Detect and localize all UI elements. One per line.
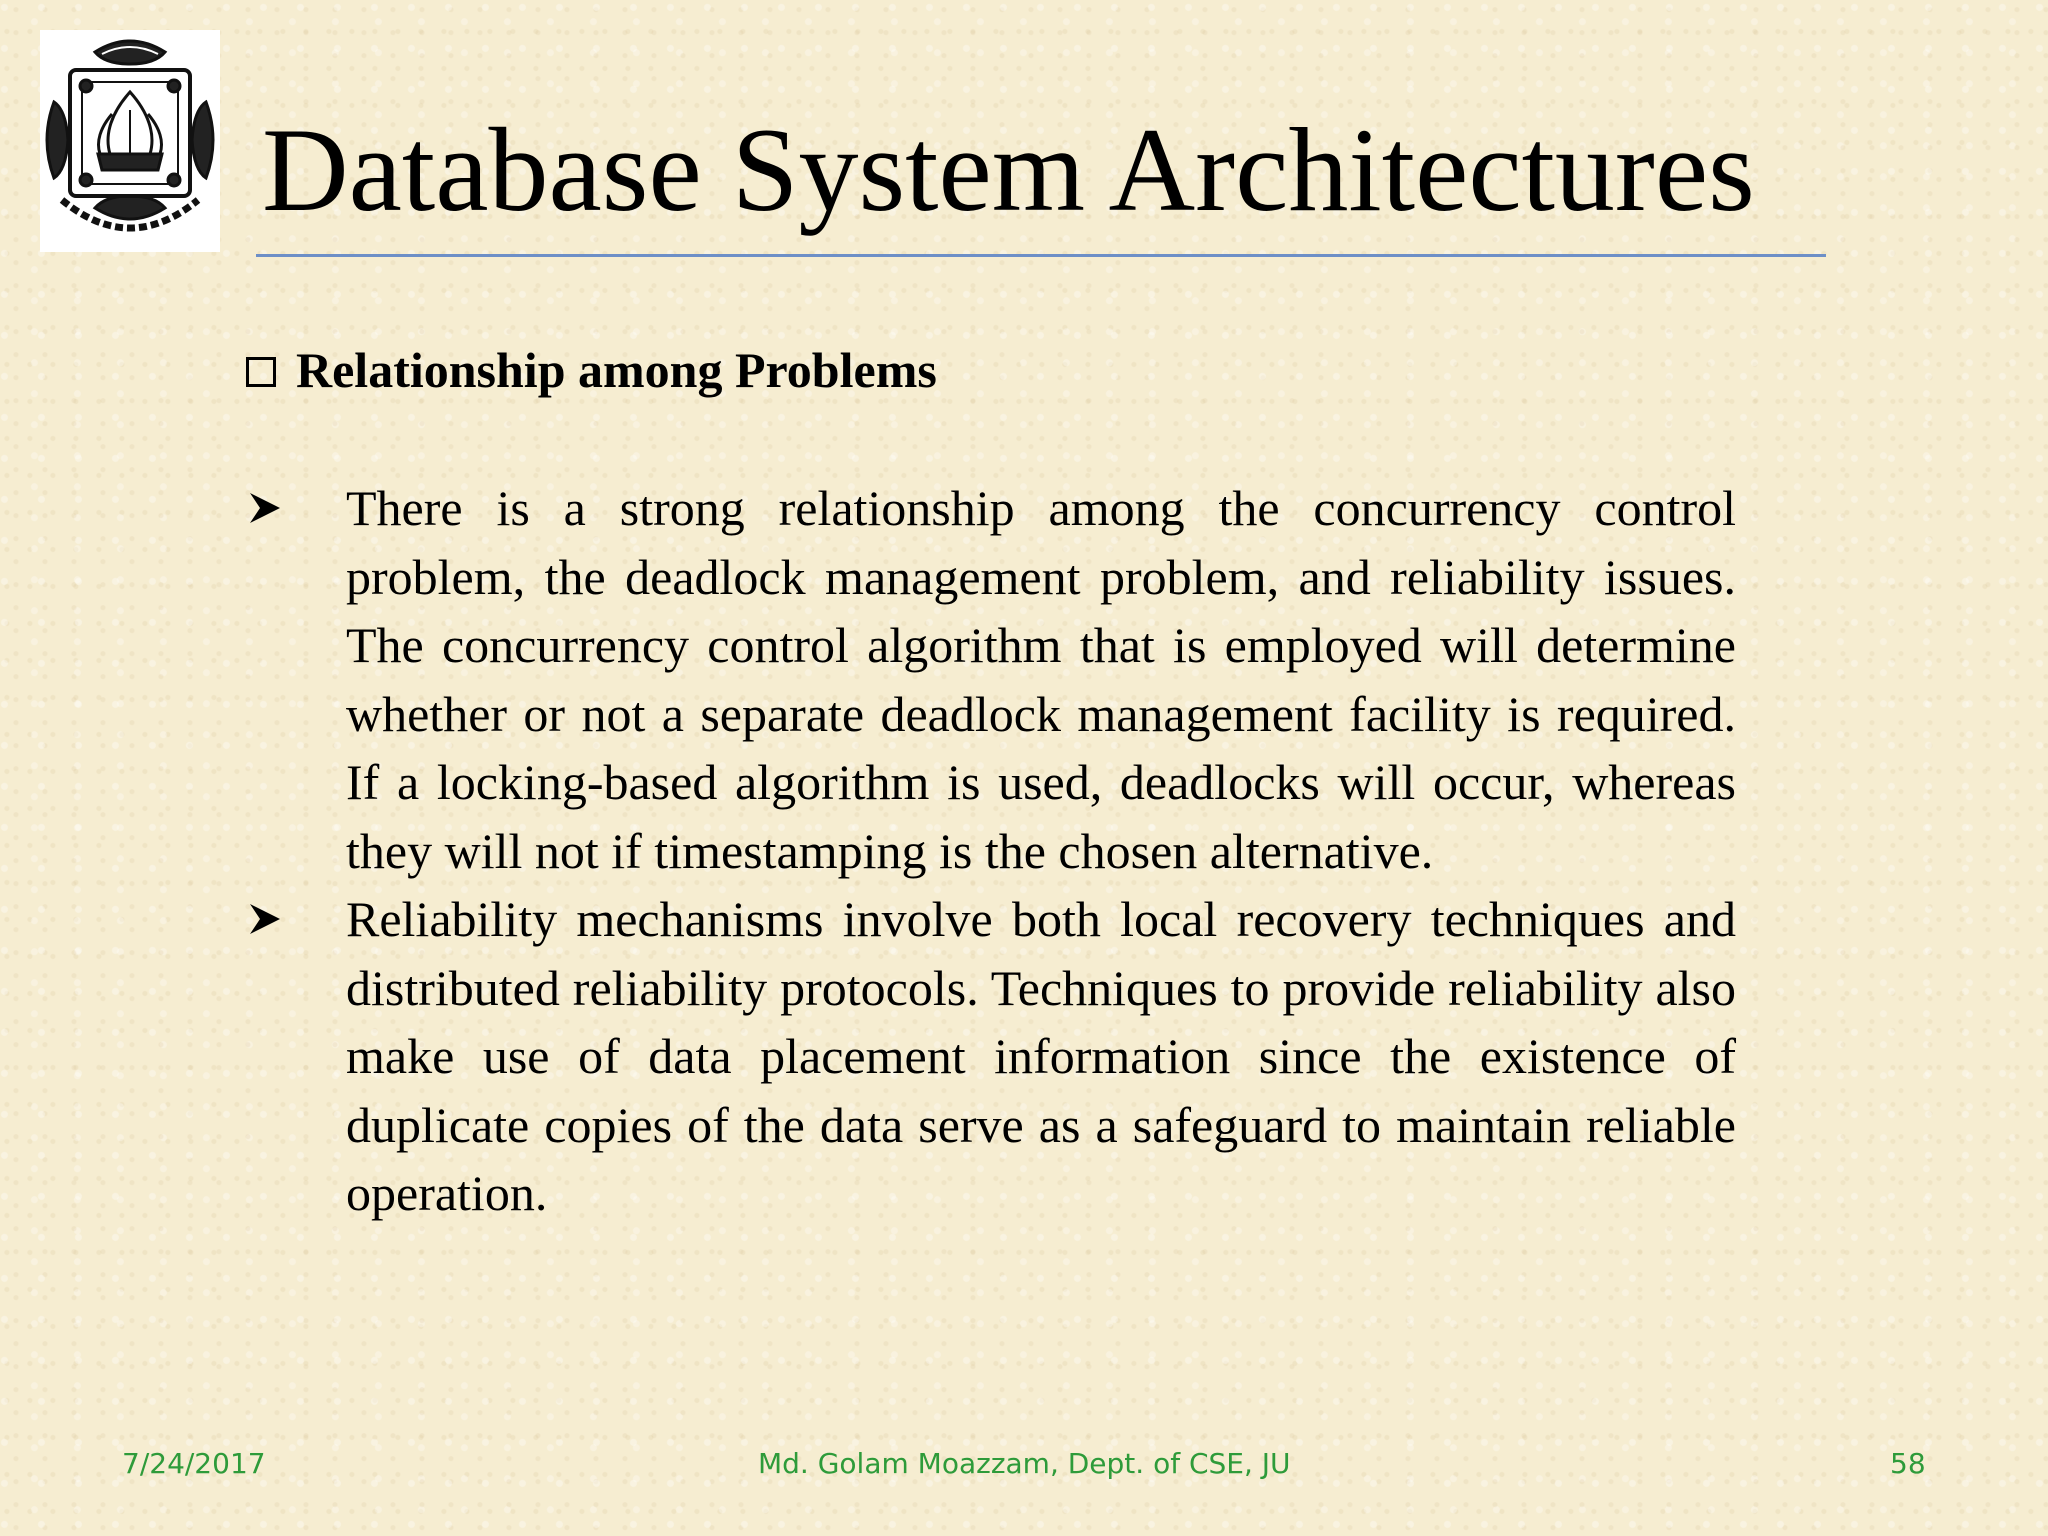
university-seal-icon: [40, 30, 220, 252]
footer-page-number: 58: [1890, 1447, 1926, 1480]
title-underline: [256, 254, 1826, 257]
slide-title: Database System Architectures: [262, 103, 1755, 236]
bullet-text: Reliability mechanisms involve both local recovery techniques and distributed reliability protocols. Techniques to provide reliability also make use of data placement information since the existence of duplicate copies of the data serve as a safeguard to maintain reliable operation.: [346, 891, 1736, 1221]
arrowhead-bullet-icon: [246, 901, 282, 937]
section-heading: [246, 340, 937, 400]
arrowhead-bullet-icon: [246, 490, 282, 526]
footer-author: Md. Golam Moazzam, Dept. of CSE, JU: [758, 1447, 1291, 1480]
hollow-square-bullet-icon: [246, 357, 276, 387]
university-logo: [40, 30, 220, 252]
bullet-list: [246, 474, 1736, 1228]
bullet-item: [246, 885, 1736, 1228]
bullet-text: There is a strong relationship among the concurrency control problem, the deadlock management problem, and reliability issues. The concurrency control algorithm that is employed will determine whether or not a separate deadlock management facility is required. If a locking-based algorithm is used, deadlocks will occur, whereas they will not if timestamping is the chosen alternative.: [346, 480, 1736, 879]
bullet-item: [246, 474, 1736, 885]
section-heading-text: Relationship among Problems: [296, 342, 937, 398]
footer-date: 7/24/2017: [122, 1447, 266, 1480]
